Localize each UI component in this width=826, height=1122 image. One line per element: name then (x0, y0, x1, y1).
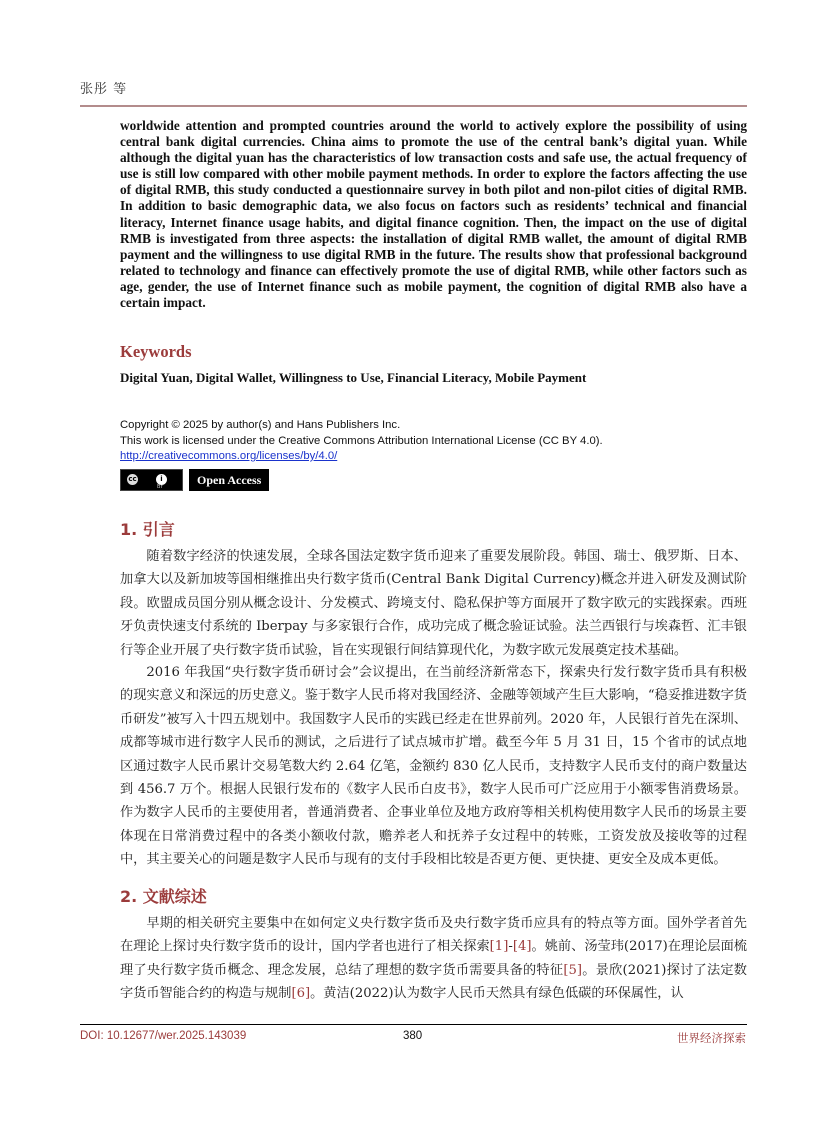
footer-divider (80, 1024, 747, 1025)
keywords-list: Digital Yuan, Digital Wallet, Willingness to Use, Financial Literacy, Mobile Payment (120, 370, 587, 385)
footer-page-number: 380 (403, 1030, 423, 1042)
cc-by-badge[interactable] (120, 469, 183, 491)
footer-journal-name: 世界经济探索 (677, 1031, 746, 1045)
intro-paragraph-2: 2016 年我国“央行数字货币研讨会”会议提出，在当前经济新常态下，探索央行发行数字货币具有积极的现实意义和深远的历史意义。鉴于数字人民币将对我国经济、金融等领域产生巨大影响，“稳妥推进数字货币研发”被写入十四五规划中。我国数字人民币的实践已经走在世界前列。2020 年，人民银行首先在深圳、成都等城市进行数字人民币的测试，之后进行了试点城市扩增。截至今年 5 月 31 日，15 个省市的试点地区通过数字人民币累计交易笔数大约 2.64 亿笔，金额约 830 亿人民币，支持数字人民币支付的商户数量达到 456.7 万个。根据人民银行发布的《数字人民币白皮书》，数字人民币可广泛应用于小额零售消费场景。作为数字人民币的主要使用者，普通消费者、企事业单位及地方政府等相关机构使用数字人民币的场景主要体现在日常消费过程中的各类小额收付款，赡养老人和抚养子女过程中的转账，工资发放及接收等的过程中，其主要关心的问题是数字人民币与现有的支付手段相比较是否更方便、更快捷、更安全及成本更低。 (120, 665, 747, 868)
header-divider (80, 105, 747, 107)
citation-link-6[interactable]: [6] (291, 986, 311, 1002)
license-block (120, 418, 603, 465)
text-run: 。姚前、汤莹玮(2017)在理论层面梳理了央行数字货币概念、理念发展，总结了理想的数字货币需要具备的特征 (120, 939, 747, 978)
citation-link-4[interactable]: [4] (512, 939, 532, 955)
open-access-badge[interactable]: Open Access (189, 469, 269, 491)
text-run: 。黄洁(2022)认为数字人民币天然具有绿色低碳的环保属性，认 (310, 986, 684, 1002)
copyright-notice: Copyright © 2025 by author(s) and Hans Publishers Inc. (120, 419, 401, 431)
text-run: 。景欣(2021)探讨了法定数字货币智能合约的构造与规制 (120, 962, 747, 1002)
license-badges (120, 469, 269, 491)
license-statement: This work is licensed under the Creative Commons Attribution International License (CC BY 4.0). (120, 434, 603, 447)
keywords-heading: Keywords (120, 342, 192, 361)
section-title-introduction: 1. 引言 (120, 520, 175, 539)
citation-link-1[interactable]: [1] (489, 939, 509, 955)
attribution-person-icon: i (154, 472, 169, 487)
intro-paragraph-1: 随着数字经济的快速发展，全球各国法定数字货币迎来了重要发展阶段。韩国、瑞士、俄罗斯、日本、加拿大以及新加坡等国相继推出央行数字货币(Central Bank Digital Currency)概念并进入研发及测试阶段。欧盟成员国分别从概念设计、分发模式、跨境支付、隐私保护等方面展开了数字欧元的实践探索。西班牙负责快速支付系统的 Iberpay 与多家银行合作，成功完成了概念验证试验。法兰西银行与埃森哲、汇丰银行等企业开展了央行数字货币试验，旨在实现银行间结算现代化，为数字欧元发展奠定技术基础。 (120, 549, 747, 658)
literature-paragraph-1 (120, 912, 747, 1006)
running-head: 张彤 等 (80, 82, 128, 97)
creative-commons-icon: cc (125, 472, 140, 487)
section-title-literature-review: 2. 文献综述 (120, 887, 207, 906)
license-link[interactable]: http://creativecommons.org/licenses/by/4.0/ (120, 450, 338, 462)
citation-dash: - (508, 939, 513, 955)
citation-link-5[interactable]: [5] (563, 962, 582, 978)
by-label: BY (157, 484, 164, 490)
text-run: 早期的相关研究主要集中在如何定义央行数字货币及央行数字货币应具有的特点等方面。国外学者首先在理论上探讨央行数字货币的设计，国内学者也进行了相关探索 (120, 916, 747, 955)
abstract-text: worldwide attention and prompted countries around the world to actively explore the possibility of using central bank digital currencies. China aims to promote the use of the central bank’s digital yuan. While although the digital yuan has the characteristics of low transaction costs and safe use, the actual frequency of use is still low compared with other mobile payment methods. In order to explore the factors affecting the use of digital RMB, this study conducted a questionnaire survey in both pilot and non-pilot cities of digital RMB. In addition to basic demographic data, we also focus on factors such as residents’ technical and financial literacy, Internet finance usage habits, and digital finance cognition. Then, the impact on the use of digital RMB is investigated from three aspects: the installation of digital RMB wallet, the amount of digital RMB payment and the willingness to use digital RMB in the future. The results show that professional background related to technology and finance can effectively promote the use of digital RMB, while other factors such as age, gender, the use of Internet finance such as mobile payment, the cognition of digital RMB also have a certain impact. (120, 118, 747, 311)
footer-doi[interactable]: DOI: 10.12677/wer.2025.143039 (80, 1030, 247, 1042)
